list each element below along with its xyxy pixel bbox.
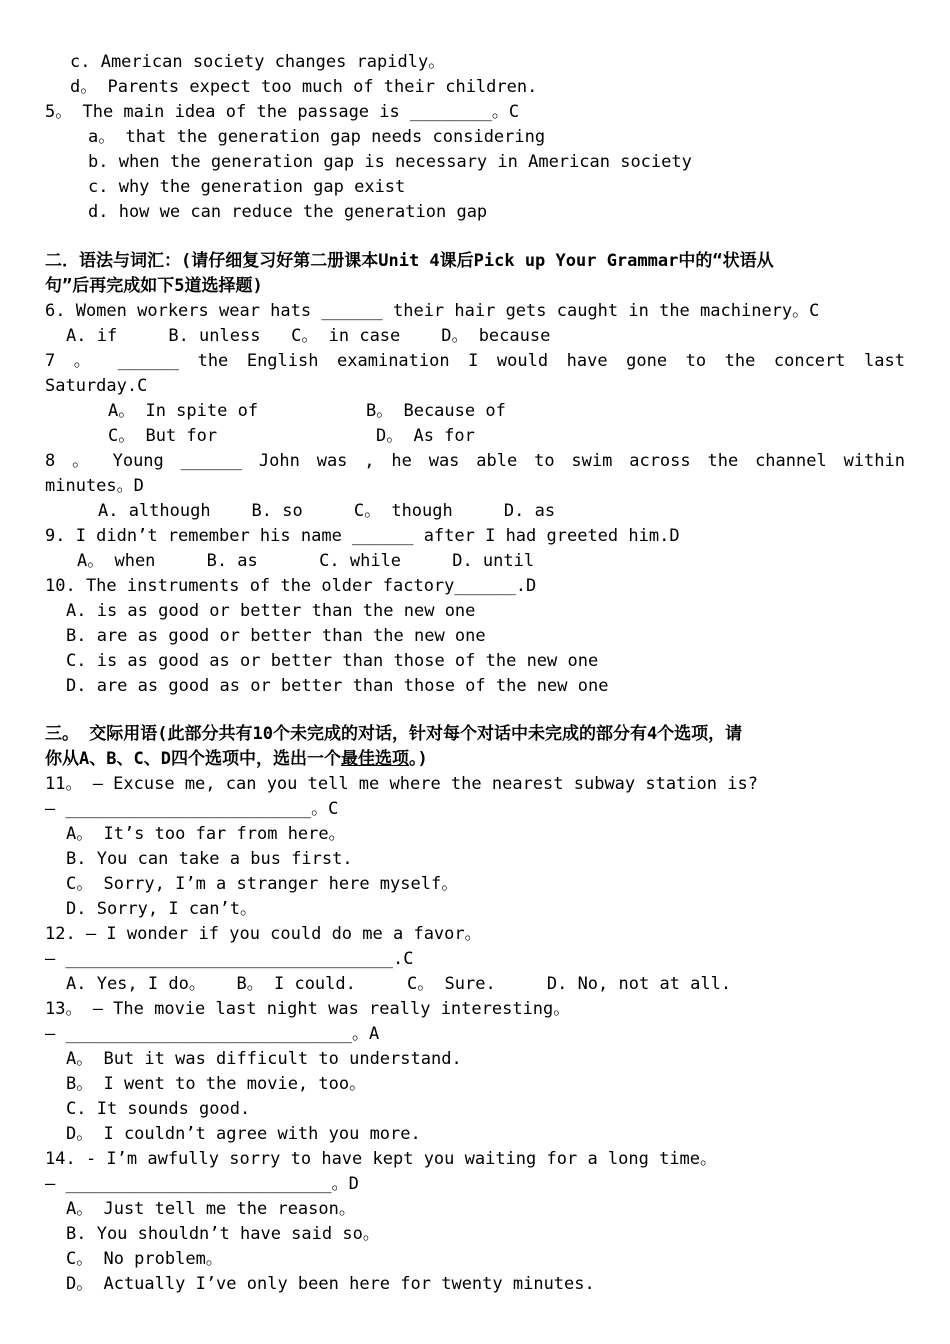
q13-option-a: A。 But it was difficult to understand. — [66, 1049, 462, 1069]
q9-question: 9. I didn’t remember his name ______ after I had greeted him.D — [45, 526, 680, 546]
q12-answer-blank: — ________________________________.C — [45, 949, 414, 969]
q9-options: A。 when B. as C. while D. until — [77, 551, 535, 571]
q5-option-a: a。 that the generation gap needs considering — [88, 127, 546, 147]
q13-option-b: B。 I went to the movie, too。 — [66, 1074, 367, 1094]
q11-question: 11。 — Excuse me, can you tell me where the nearest subway station is? — [45, 774, 758, 794]
q7-question-line2: Saturday.C — [45, 376, 148, 396]
q5-option-c: c. why the generation gap exist — [88, 177, 406, 197]
q11-option-d: D. Sorry, I can’t。 — [66, 899, 257, 919]
section3-heading-underlined: 最佳选项 — [340, 749, 409, 769]
q13-option-d: D。 I couldn’t agree with you more. — [66, 1124, 421, 1144]
q14-question: 14. - I’m awfully sorry to have kept you waiting for a long time。 — [45, 1149, 718, 1169]
q14-option-d: D。 Actually I’ve only been here for twenty minutes. — [66, 1274, 595, 1294]
q10-option-a: A. is as good or better than the new one — [66, 601, 476, 621]
q7-option-c: C。 But for — [108, 426, 218, 446]
q8-question-line1: 8 。 Young ______ John was , he was able to swim across the channel within — [45, 451, 905, 471]
q10-option-c: C. is as good as or better than those of the new one — [66, 651, 599, 671]
q11-answer-blank: — ________________________。C — [45, 799, 339, 819]
q5-option-d: d. how we can reduce the generation gap — [88, 202, 488, 222]
q14-answer-blank: — __________________________。D — [45, 1174, 359, 1194]
section3-heading-line1: 三。 交际用语(此部分共有10个未完成的对话，针对每个对话中未完成的部分有4个选项，请 — [45, 724, 743, 744]
q11-option-a: A。 It’s too far from here。 — [66, 824, 346, 844]
q5-question: 5。 The main idea of the passage is ________。C — [45, 102, 520, 122]
q12-question: 12. — I wonder if you could do me a favor。 — [45, 924, 482, 944]
q10-option-b: B. are as good or better than the new one — [66, 626, 486, 646]
section2-heading-line1: 二．语法与词汇：(请仔细复习好第二册课本Unit 4课后Pick up Your Grammar中的“状语从 — [45, 251, 774, 271]
q4-option-d: d。 Parents expect too much of their children. — [70, 77, 538, 97]
q7-option-b: B。 Because of — [366, 401, 506, 421]
q8-question-line2: minutes。D — [45, 476, 144, 496]
q14-option-a: A。 Just tell me the reason。 — [66, 1199, 356, 1219]
q8-options: A. although B. so C。 though D. as — [98, 501, 556, 521]
q11-option-c: C。 Sorry, I’m a stranger here myself。 — [66, 874, 459, 894]
q12-options: A. Yes, I do。 B。 I could. C。 Sure. D. No, not at all. — [66, 974, 732, 994]
q14-option-b: B. You shouldn’t have said so。 — [66, 1224, 380, 1244]
section3-heading-pre: 你从A、B、C、D四个选项中，选出一个 — [45, 749, 341, 769]
q13-option-c: C. It sounds good. — [66, 1099, 251, 1119]
q7-option-a: A。 In spite of — [108, 401, 259, 421]
q4-option-c: c. American society changes rapidly。 — [70, 52, 446, 72]
q7-question-line1: 7 。 ______ the English examination I would have gone to the concert last — [45, 351, 905, 371]
q5-option-b: b. when the generation gap is necessary in American society — [88, 152, 692, 172]
q6-options: A. if B. unless C。 in case D。 because — [66, 326, 551, 346]
q6-question: 6. Women workers wear hats ______ their hair gets caught in the machinery。C — [45, 301, 820, 321]
q14-option-c: C。 No problem。 — [66, 1249, 223, 1269]
q10-option-d: D. are as good as or better than those of the new one — [66, 676, 609, 696]
q13-question: 13。 — The movie last night was really interesting。 — [45, 999, 571, 1019]
q10-question: 10. The instruments of the older factory______.D — [45, 576, 537, 596]
section2-heading-line2: 句”后再完成如下5道选择题) — [45, 276, 263, 296]
q13-answer-blank: — ____________________________。A — [45, 1024, 380, 1044]
section3-heading-post: 。) — [408, 749, 428, 769]
q11-option-b: B. You can take a bus first. — [66, 849, 353, 869]
section3-heading-line2 — [45, 747, 428, 772]
q7-option-d: D。 As for — [376, 426, 475, 446]
